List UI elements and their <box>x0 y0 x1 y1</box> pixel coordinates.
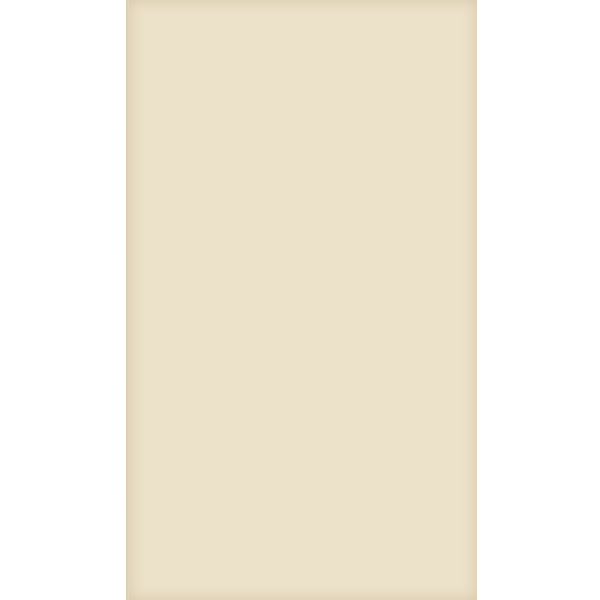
page-text <box>217 44 497 66</box>
book-page <box>129 0 477 600</box>
page-header <box>217 44 497 58</box>
